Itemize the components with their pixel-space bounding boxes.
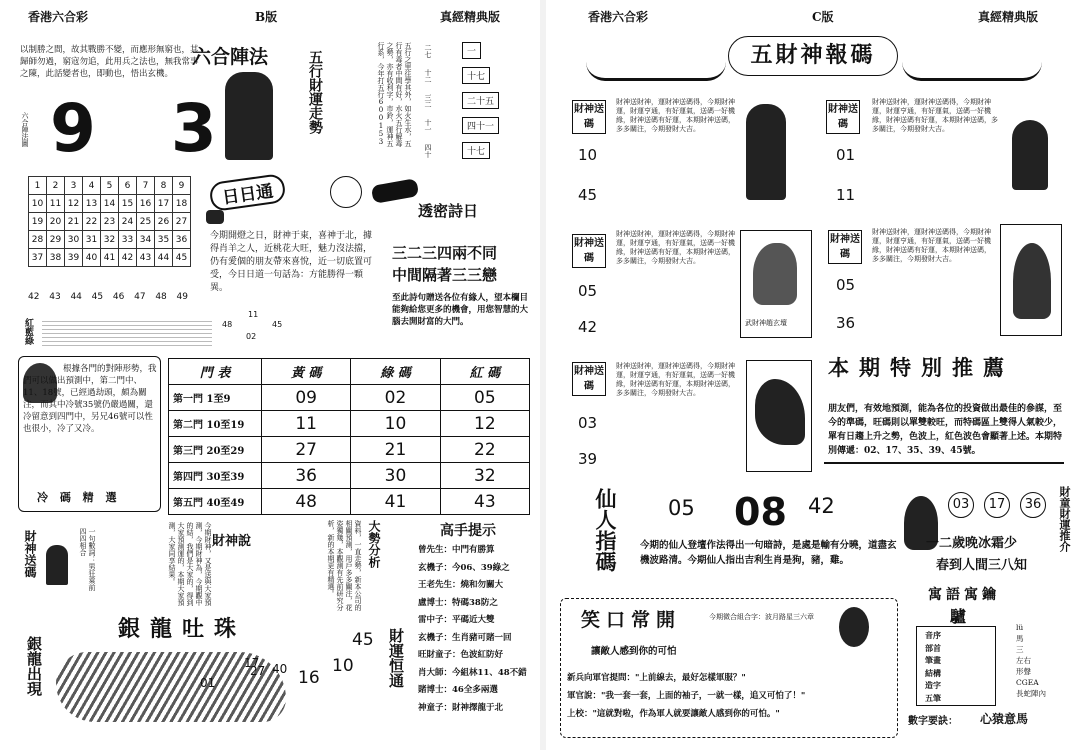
men-cell: 10 xyxy=(351,411,440,437)
grid-cell: 10 xyxy=(29,195,47,213)
dragon-number: 45 xyxy=(352,630,374,650)
grid-cell: 14 xyxy=(101,195,119,213)
lucky-ball: 36 xyxy=(1020,492,1046,518)
grid-cell: 16 xyxy=(137,195,155,213)
special-title: 本期特別推薦 xyxy=(828,355,1014,380)
block-number: 01 xyxy=(836,146,856,164)
block-number: 03 xyxy=(578,414,598,432)
men-cell: 41 xyxy=(351,489,440,515)
grid-cell: 18 xyxy=(173,195,191,213)
men-cell: 36 xyxy=(262,463,351,489)
dragon-number: 27 xyxy=(250,664,266,678)
grid-cell: 33 xyxy=(119,231,137,249)
big-numbers: 9 3 xyxy=(50,90,243,167)
grid-cell: 15 xyxy=(119,195,137,213)
pair-row xyxy=(418,113,530,138)
grid-cell: 32 xyxy=(101,231,119,249)
men-table xyxy=(168,358,530,515)
dial-numbers xyxy=(222,310,292,344)
xianren-number: 42 xyxy=(808,494,835,518)
grid-cell: 3 xyxy=(65,177,83,195)
grid-bottom-number: 44 xyxy=(70,292,82,302)
block-number: 36 xyxy=(836,314,856,332)
grid-bottom-row xyxy=(28,292,188,302)
advice-box xyxy=(18,356,161,512)
grid-bottom-number: 45 xyxy=(91,292,104,302)
list-item: 曾先生：中門有勝算 xyxy=(418,545,495,555)
grid-cell: 24 xyxy=(119,213,137,231)
grid-cell: 20 xyxy=(47,213,65,231)
header-left: 香港六合彩 xyxy=(588,10,649,24)
pair-label: 十二 xyxy=(424,68,432,83)
xianren-vertical: 仙人指碼 xyxy=(593,488,618,572)
list-item: 旺財童子：色波紅防好 xyxy=(418,650,504,660)
list-item: 玄機子：生肖豬可賭一回 xyxy=(418,632,512,643)
caishen-label: 財神送碼 xyxy=(826,100,860,134)
luck-vertical: 財運恒通 xyxy=(387,628,405,688)
men-cell: 11 xyxy=(262,411,351,437)
dragon-number: 10 xyxy=(332,656,354,676)
grid-cell: 9 xyxy=(173,177,191,195)
table-row xyxy=(169,489,530,515)
men-header: 門 表 xyxy=(169,359,262,385)
coin-icon xyxy=(330,176,362,208)
joke-line: 軍官說："我一套一套，上面的袖子，一就一樣，追又可怕了！" xyxy=(567,691,806,701)
grid-bottom-number: 47 xyxy=(134,292,146,302)
joke-lines xyxy=(567,669,887,723)
dasi-text: 資料，一直走勢，新本公司的相關預測，用戶多多關注，花姿獨幾，本觀測有先前研究分析，新的本期更有精選。 xyxy=(327,520,362,611)
table-row xyxy=(169,411,530,437)
secret-text: 至此詩句贈送各位有緣人，望本欄目能夠給您更多的機會，用您智慧的大腦去開財富的大門。 xyxy=(392,293,529,327)
joke-subtitle: 讓敵人感到你的可怕 xyxy=(591,646,677,657)
grid-cell: 23 xyxy=(101,213,119,231)
xianren-text: 今期的仙人登壇作法得出一句暗詩，是處是輸有分曉，道盡玄機波路清。今期仙人指出吉利生肖是狗，豬，雞。 xyxy=(640,540,897,566)
pair-row xyxy=(418,138,530,163)
grid-cell: 29 xyxy=(47,231,65,249)
block-number: 11 xyxy=(836,186,856,204)
grid-cell: 13 xyxy=(83,195,101,213)
grid-cell: 22 xyxy=(83,213,101,231)
caishen-figure xyxy=(746,104,786,200)
pair-label: 十一 xyxy=(424,118,432,133)
banner-swoosh-left xyxy=(586,62,726,81)
badge-icon xyxy=(371,178,419,204)
men-cell: 32 xyxy=(440,463,529,489)
list-item: 神童子：財神擇龍于北 xyxy=(418,702,504,713)
men-cell: 21 xyxy=(351,437,440,463)
pair-row xyxy=(418,38,530,63)
dial-number: 02 xyxy=(246,332,257,341)
block-number: 10 xyxy=(578,146,598,164)
grid-cell: 26 xyxy=(155,213,173,231)
grid-cell: 5 xyxy=(101,177,119,195)
yuyu-title: 寓語寓鑰 xyxy=(928,587,1000,603)
header-left: 香港六合彩 xyxy=(28,10,89,24)
dial-number: 11 xyxy=(248,310,259,319)
number-grid xyxy=(28,176,191,267)
men-label: 第二門 10至19 xyxy=(169,411,262,437)
grid-cell: 19 xyxy=(29,213,47,231)
wuxing-title: 五行財運走勢 xyxy=(307,50,323,134)
dragon-title: 銀龍吐珠 xyxy=(118,616,247,642)
yuyu-labels xyxy=(925,629,941,704)
grid-cell: 42 xyxy=(119,249,137,267)
yiju-text: 一句數詞：男狂乘前 四四相合 xyxy=(79,528,96,591)
grid-cell: 36 xyxy=(173,231,191,249)
yuyu-value: 左右 xyxy=(1016,656,1031,665)
pair-value: 十七 xyxy=(462,67,490,84)
grid-cell: 7 xyxy=(137,177,155,195)
grid-cell: 12 xyxy=(65,195,83,213)
caishen-label: 財神送碼 xyxy=(572,234,606,268)
dragon-number: 16 xyxy=(298,668,320,688)
yuyu-label: 筆畫 xyxy=(925,655,941,665)
list-item: 玄機子：今06、39綠之 xyxy=(418,562,510,573)
grid-cell: 39 xyxy=(65,249,83,267)
header-right: 真經精典版 xyxy=(978,10,1039,24)
yuyu-value: CGEA xyxy=(1016,678,1039,687)
grid-bottom-number: 46 xyxy=(112,292,125,302)
joke-line: 新兵向軍官提問："上前線去，最好怎樣軍服？" xyxy=(567,673,746,683)
red-label: 紅藍綠 xyxy=(23,318,33,345)
grid-cell: 4 xyxy=(83,177,101,195)
grid-cell: 35 xyxy=(155,231,173,249)
grid-cell: 28 xyxy=(29,231,47,249)
pair-value: 二十五 xyxy=(462,92,499,109)
dragon-number: 40 xyxy=(272,662,288,676)
face-illustration xyxy=(839,607,869,647)
men-cell: 09 xyxy=(262,385,351,411)
grid-cell: 31 xyxy=(83,231,101,249)
red-text-strip xyxy=(42,318,212,348)
pair-label: 二七 xyxy=(424,43,432,58)
gaoshou-list xyxy=(418,542,536,717)
gaoshou-title: 高手提示 xyxy=(440,523,496,539)
caishen-figure xyxy=(1013,243,1051,319)
pair-value: 一 xyxy=(462,42,481,59)
grid-cell: 25 xyxy=(137,213,155,231)
divider xyxy=(824,462,1064,464)
men-cell: 30 xyxy=(351,463,440,489)
dasi-title: 大勢分析 xyxy=(367,520,381,568)
table-row xyxy=(169,463,530,489)
grid-cell: 43 xyxy=(137,249,155,267)
list-item: 王老先生：燒和勿關大 xyxy=(418,580,504,590)
pairs-list xyxy=(418,38,530,163)
yuyu-value: 長蛇陣內 xyxy=(1016,689,1046,698)
list-item: 賭博士：46全多兩選 xyxy=(418,685,498,695)
block-number: 05 xyxy=(836,276,856,294)
joke-line: 上校："這就對啦，作為軍人就要讓敵人感到你的可怕。" xyxy=(567,709,780,719)
grid-row xyxy=(29,249,191,267)
header-edition: B版 xyxy=(255,10,278,24)
header-edition: C版 xyxy=(812,10,834,24)
grid-cell: 34 xyxy=(137,231,155,249)
men-cell: 05 xyxy=(440,385,529,411)
grid-cell: 21 xyxy=(65,213,83,231)
xianren-number: 08 xyxy=(734,490,787,534)
shuzi-label: 數字要訣： xyxy=(908,716,958,727)
shuzi-value: 心猿意馬 xyxy=(980,712,1029,726)
special-text: 朋友們，有效地預測，能為各位的投資做出最佳的參謀，至今的準碼，旺碼則以單雙較旺，而特碼區上雙得人氣較少，單有日趨上升之勢，色波上，紅色波色會顯著上述。本期特別傳遞：02、17、35、39、45號。 xyxy=(828,404,1063,456)
yuyu-char: 驢 xyxy=(950,607,967,626)
advice-text: 根據各門的對陣形勢，我們可以做出預測中，第二門中、11、18號，已經過劫頭，頗為關注，而其中冷號35號仍嚴過關，還冷留意到四門中，另兄46號可以性也很小，冷了又冷。 xyxy=(23,364,157,434)
grid-cell: 44 xyxy=(155,249,173,267)
yuyu-value: lü xyxy=(1016,623,1024,632)
block-text: 財神送財神，運財神送碼得，今期財神運，財運亨通，有好運氣，送碼一好機緣，財神送碼有好運，本期財神送碼，多多關注，今期發財大吉。 xyxy=(872,98,998,133)
yuyu-label: 五筆 xyxy=(925,692,941,703)
pair-row xyxy=(418,88,530,113)
yuyu-value: 馬 xyxy=(1016,634,1024,643)
grid-cell: 40 xyxy=(83,249,101,267)
caishen-frame xyxy=(1000,224,1062,336)
joke-box xyxy=(560,598,898,738)
grid-bottom-number: 42 xyxy=(28,292,40,302)
yuyu-values xyxy=(1016,622,1046,699)
caishen-figure xyxy=(1012,120,1048,190)
wuxing-text: 五行之里往學其外，如火生水，五行有毒者中間有好，水火五行解毒之勢，亦有收利字，市鈴，運神五行系，今年打五行600153 xyxy=(377,42,412,147)
grid-cell: 2 xyxy=(47,177,65,195)
pic-caption: 武財神趙玄壇 xyxy=(745,319,787,327)
grid-cell: 38 xyxy=(47,249,65,267)
dragon-number: 17 xyxy=(244,656,260,670)
caishen-figure xyxy=(46,545,68,585)
men-cell: 43 xyxy=(440,489,529,515)
poem-line-1: 一二歲晚冰霜少 xyxy=(926,536,1018,551)
yuyu-value: 三 xyxy=(1016,645,1024,654)
pair-label: 四十 xyxy=(424,143,432,158)
grid-bottom-number: 43 xyxy=(49,292,61,302)
grid-cell: 17 xyxy=(155,195,173,213)
men-cell: 12 xyxy=(440,411,529,437)
men-cell: 02 xyxy=(351,385,440,411)
caishen-say: 財神說 xyxy=(212,534,252,549)
grid-cell: 1 xyxy=(29,177,47,195)
side-label: 六合陣法圖 xyxy=(21,112,29,147)
grid-row xyxy=(29,213,191,231)
block-number: 05 xyxy=(578,282,598,300)
pair-value: 四十一 xyxy=(462,117,499,134)
poem-line-1: 三二三四兩不同 xyxy=(392,244,498,262)
banner-swoosh-right xyxy=(902,62,1042,81)
list-item: 雷中子：平碼近大雙 xyxy=(418,615,495,625)
intro-text: 以制勝之間，故其戰勝不變，而應形無窮也，其歸師勿過，窮寇勿追，此用兵之法也，無我常事之陳，此話變者也，即動也，悟出玄機。 xyxy=(20,45,199,79)
block-text: 財神送財神，運財神送碼得，今期財神運，財運亨通，有好運氣，送碼一好機緣，財神送碼有好運，本期財神送碼，多多關注，今期發財大吉。 xyxy=(616,230,735,265)
joke-title: 笑口常開 xyxy=(581,609,682,631)
dragon-number: 01 xyxy=(200,676,216,690)
men-label: 第一門 1至9 xyxy=(169,385,262,411)
table-row xyxy=(169,385,530,411)
wealth-vertical: 財童財運推介 xyxy=(1058,486,1071,552)
banner-title: 五財神報碼 xyxy=(728,36,898,76)
caishen-frame xyxy=(746,360,812,472)
caishen-say-text: 今期財神，又是送與大家預測，今期財神為，今期觀中的結，我們是大家的，得到大家預測運的，本期大家預測，大家同享結果。 xyxy=(168,522,212,606)
yuyu-value: 形聲 xyxy=(1016,667,1031,676)
men-label: 第四門 30至39 xyxy=(169,463,262,489)
block-text: 財神送財神，運財神送碼得，今期財神運，財運亨通，有好運氣，送碼一好機緣，財神送碼有好運，本期財神送碼，多多關注，今期發財大吉。 xyxy=(872,228,991,263)
men-header: 綠 碼 xyxy=(351,359,440,385)
table-row xyxy=(169,437,530,463)
block-number: 45 xyxy=(578,186,598,204)
grid-cell: 8 xyxy=(155,177,173,195)
grid-cell: 41 xyxy=(101,249,119,267)
joke-note: 今期微合組合字：波月路星三六章 xyxy=(709,613,814,621)
header-right: 真經精典版 xyxy=(440,10,501,24)
phone-icon xyxy=(206,210,224,224)
men-header: 紅 碼 xyxy=(440,359,529,385)
grid-row xyxy=(29,195,191,213)
lucky-ball: 17 xyxy=(984,492,1010,518)
liuhe-title: 六合陣法 xyxy=(192,46,269,68)
yuyu-label: 造字 xyxy=(925,680,941,690)
grid-cell: 27 xyxy=(173,213,191,231)
dial-number: 45 xyxy=(272,320,283,329)
men-header: 黃 碼 xyxy=(262,359,351,385)
grid-row xyxy=(29,177,191,195)
secret-label: 透密詩日 xyxy=(418,202,479,220)
horse-figure xyxy=(755,379,805,445)
grid-cell: 30 xyxy=(65,231,83,249)
advice-footer: 冷 碼 精 選 xyxy=(37,491,121,504)
men-label: 第三門 20至29 xyxy=(169,437,262,463)
poem-line-2: 春到人間三八知 xyxy=(936,558,1028,573)
block-number: 39 xyxy=(578,450,598,468)
poem-line-2: 中間隔著三三戀 xyxy=(392,266,498,284)
xianren-number: 05 xyxy=(668,496,695,520)
block-text: 財神送財神，運財神送碼得，今期財神運，財運亨通，有好運氣，送碼一好機緣，財神送碼有好運，本期財神送碼，多多關注，今期發財大吉。 xyxy=(616,362,735,397)
caishen-vertical: 財神送碼 xyxy=(23,530,37,578)
caishen-figure xyxy=(753,243,797,305)
caishen-label: 財神送碼 xyxy=(572,362,606,396)
men-cell: 27 xyxy=(262,437,351,463)
grid-cell: 11 xyxy=(47,195,65,213)
grid-bottom-number: 48 xyxy=(155,292,167,302)
yuyu-labels-box xyxy=(916,626,996,706)
yuyu-label: 音序 xyxy=(925,630,941,640)
grid-bottom-number: 49 xyxy=(176,292,188,302)
men-label: 第五門 40至49 xyxy=(169,489,262,515)
page-c xyxy=(546,0,1080,750)
grid-cell: 37 xyxy=(29,249,47,267)
caishen-label: 財神送碼 xyxy=(572,100,606,134)
ritong-text: 今期開燈之日，財神于東，喜神于北，據得肖羊之人，近桃花大旺，魅力沒法擋，仍有愛個的朋友帶來喜悅，近一切底置可受，今日日道一句話為：方能勝得一顆異。 xyxy=(210,231,373,293)
pair-label: 三二 xyxy=(424,93,432,108)
caishen-frame xyxy=(740,230,812,338)
block-number: 42 xyxy=(578,318,598,336)
caishen-label: 財神送碼 xyxy=(828,230,862,264)
yuyu-label: 結構 xyxy=(925,667,941,678)
grid-row xyxy=(29,231,191,249)
men-cell: 22 xyxy=(440,437,529,463)
grid-cell: 45 xyxy=(173,249,191,267)
pair-row xyxy=(418,63,530,88)
lucky-ball: 03 xyxy=(948,492,974,518)
pair-value: 十七 xyxy=(462,142,490,159)
block-text: 財神送財神，運財神送碼得，今期財神運，財運亨通，有好運氣，送碼一好機緣，財神送碼有好運，本期財神送碼，多多關注，今期發財大吉。 xyxy=(616,98,735,133)
yuyu-label: 部首 xyxy=(925,642,941,653)
grid-cell: 6 xyxy=(119,177,137,195)
list-item: 肖大師：今組林11、48不錯 xyxy=(418,667,527,678)
dial-number: 48 xyxy=(222,320,233,329)
list-item: 盧博士：特碼38防之 xyxy=(418,597,498,608)
dragon-vertical: 銀龍出現 xyxy=(25,636,43,696)
ritong-title: 日日通 xyxy=(208,173,286,212)
men-cell: 48 xyxy=(262,489,351,515)
